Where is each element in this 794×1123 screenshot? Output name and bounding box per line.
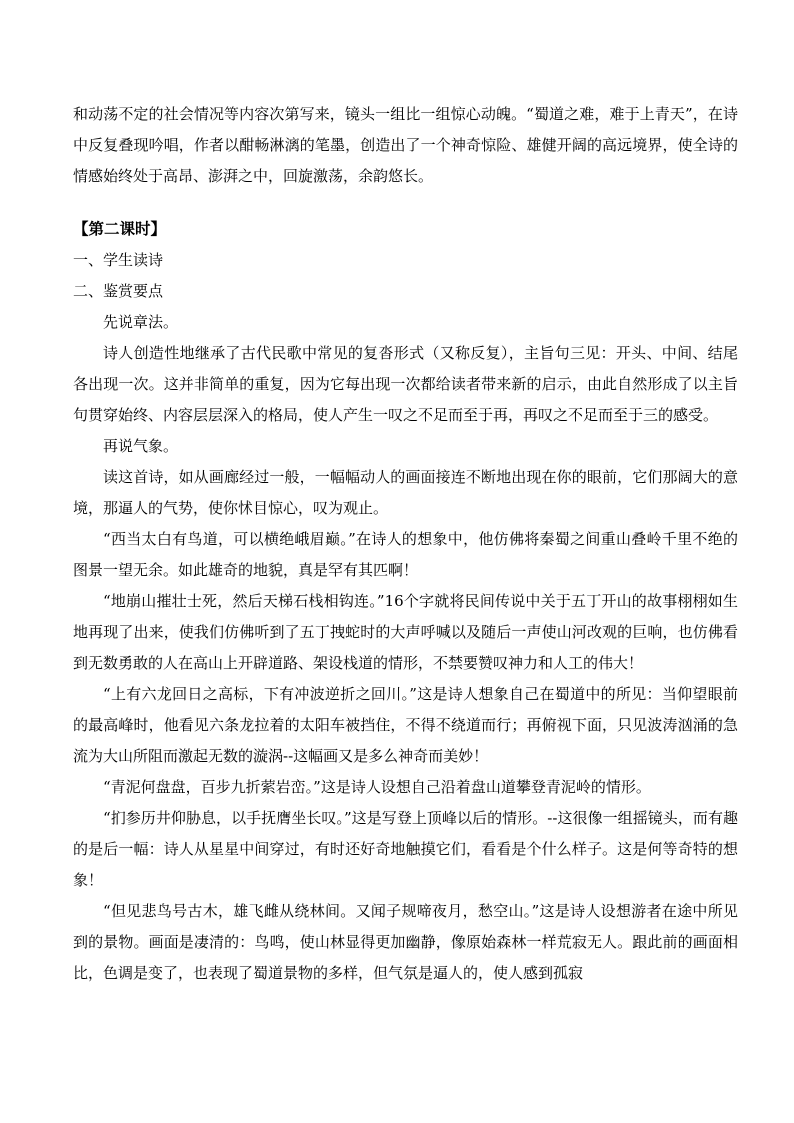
paragraph-quote-five-ding: “地崩山摧壮士死，然后天梯石栈相钩连。”16个字就将民间传说中关于五丁开山的故事栩栩如生地再现了出来，使我们仿佛听到了五丁拽蛇时的大声呼喊以及随后一声使山河改观的巨响，也仿佛看到无数勇敢的人在高山上开辟道路、架设栈道的情形，不禁要赞叹神力和人工的伟大！ [73, 592, 738, 672]
paragraph-quote-stars: “扪参历井仰胁息，以手抚膺坐长叹。”这是写登上顶峰以后的情形。--这很像一组摇镜头，而有趣的是后一幅：诗人从星星中间穿过，有时还好奇地触摸它们，看看是个什么样子。这是何等奇特的想象！ [73, 809, 738, 889]
paragraph-quote-qingni: “青泥何盘盘，百步九折萦岩峦。”这是诗人设想自己沿着盘山道攀登青泥岭的情形。 [103, 778, 651, 796]
paragraph-imagery-intro: 再说气象。 [103, 437, 179, 455]
paragraph-quote-taibai: “西当太白有鸟道，可以横绝峨眉巅。”在诗人的想象中，他仿佛将秦蜀之间重山叠岭千里不绝的图景一望无余。如此雄奇的地貌，真是罕有其匹啊！ [73, 530, 738, 579]
paragraph-imagery-body: 读这首诗，如从画廊经过一般，一幅幅动人的画面接连不断地出现在你的眼前，它们那阔大的意境，那逼人的气势，使你怵目惊心，叹为观止。 [73, 468, 738, 517]
document-page [73, 99, 738, 989]
section-heading: 【第二课时】 [73, 220, 167, 238]
paragraph-quote-birds: “但见悲鸟号古木，雄飞雌从绕林间。又闻子规啼夜月，愁空山。”这是诗人设想游者在途中所见到的景物。画面是凄清的：鸟鸣，使山林显得更加幽静，像原始森林一样荒寂无人。跟此前的画面相比，色调是变了，也表现了蜀道景物的多样，但气氛是逼人的，使人感到孤寂 [73, 902, 738, 982]
list-item-read-poem: 一、学生读诗 [73, 251, 164, 269]
paragraph-quote-six-dragons: “上有六龙回日之高标，下有冲波逆折之回川。”这是诗人想象自己在蜀道中的所见：当仰望眼前的最高峰时，他看见六条龙拉着的太阳车被挡住，不得不绕道而行；再俯视下面，只见波涛汹涌的急流为大山所阻而激起无数的漩涡--这幅画又是多么神奇而美妙！ [73, 685, 738, 765]
list-item-appreciation-points: 二、鉴赏要点 [73, 282, 164, 300]
section-spacer [73, 192, 738, 214]
paragraph-intro-continuation: 和动荡不定的社会情况等内容次第写来，镜头一组比一组惊心动魄。“蜀道之难，难于上青天”，在诗中反复叠现吟唱，作者以酣畅淋漓的笔墨，创造出了一个神奇惊险、雄健开阔的高远境界，使全诗的情感始终处于高昂、澎湃之中，回旋激荡，余韵悠长。 [73, 105, 738, 185]
paragraph-structure-intro: 先说章法。 [103, 313, 179, 331]
paragraph-structure-body: 诗人创造性地继承了古代民歌中常见的复沓形式（又称反复），主旨句三见：开头、中间、结尾各出现一次。这并非简单的重复，因为它每出现一次都给读者带来新的启示，由此自然形成了以主旨句贯穿始终、内容层层深入的格局，使人产生一叹之不足而至于再，再叹之不足而至于三的感受。 [73, 344, 738, 424]
